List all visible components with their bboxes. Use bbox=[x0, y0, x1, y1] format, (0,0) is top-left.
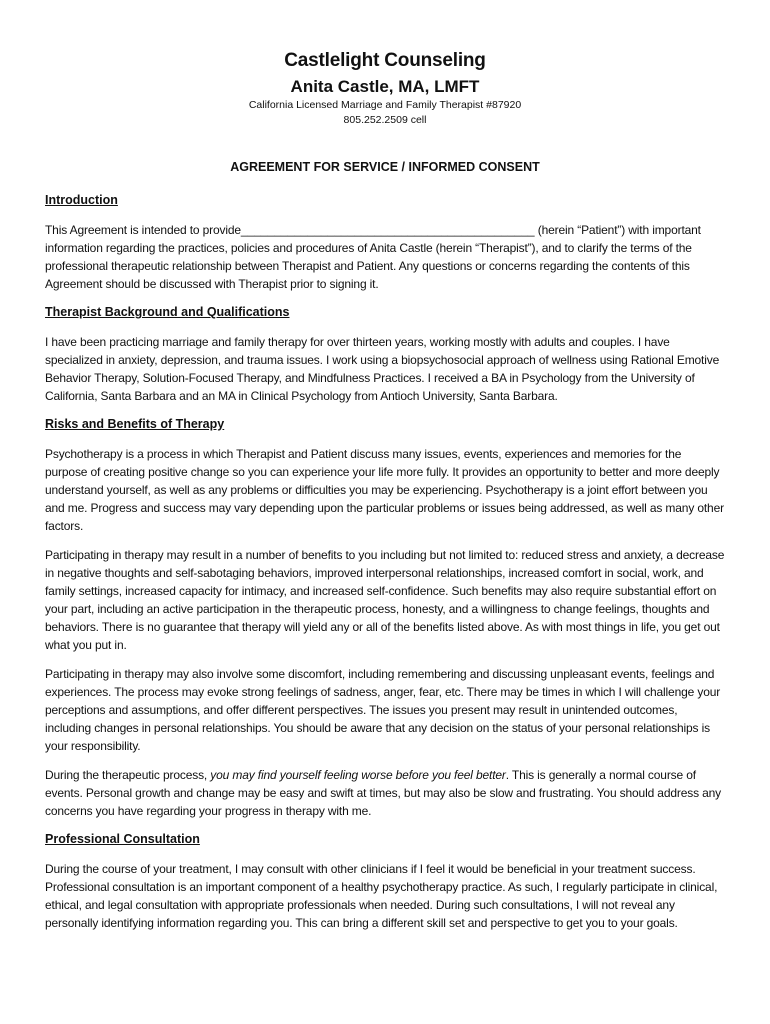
organization-name: Castlelight Counseling bbox=[284, 50, 486, 71]
document-title: AGREEMENT FOR SERVICE / INFORMED CONSENT bbox=[230, 160, 540, 174]
patient-name-blank: ____________________________________________ bbox=[240, 223, 535, 237]
introduction-paragraph bbox=[45, 221, 725, 293]
section-heading-risks: Risks and Benefits of Therapy bbox=[45, 417, 225, 431]
risks-paragraph-2: Participating in therapy may result in a number of benefits to you including but not limited to: reduced stress and anxiety, a decrease in negative thoughts and self-sabotaging behaviors, improved interpersonal relationships, increased comfort in social, work, and family settings, increased capacity for intimacy, and increased self-confidence. Such benefits may also require substantial effort on your part, including an active participation in the therapeutic process, honesty, and a willingness to change feelings, thoughts and behaviors. There is no guarantee that therapy will yield any or all of the benefits listed above. As with most things in life, you get out what you put in. bbox=[45, 548, 725, 652]
risks-p4-end: . This is generally a normal course of events. Personal growth and change may be easy and swift at times, but may also be slow and frustrating. You should address any concerns you have regarding your progress in therapy with me. bbox=[45, 768, 722, 818]
document-body bbox=[45, 192, 725, 943]
risks-paragraph-1: Psychotherapy is a process in which Therapist and Patient discuss many issues, events, experiences and memories for the purpose of creating positive change so you can experience your life more fully. It provides an opportunity to better and more deeply understand yourself, as well as any problems or difficulties you may be experiencing. Psychotherapy is a joint effort between you and me. Progress and success may vary depending upon the particular problems or issues being addressed, as well as many other factors. bbox=[45, 447, 724, 533]
risks-p4-italic: you may find yourself feeling worse before you feel better bbox=[210, 768, 506, 782]
phone-line: 805.252.2509 cell bbox=[343, 114, 427, 126]
risks-paragraph-4 bbox=[45, 766, 725, 820]
therapist-name: Anita Castle, MA, LMFT bbox=[290, 77, 480, 96]
risks-p4-start: During the therapeutic process, bbox=[45, 768, 211, 782]
section-heading-introduction: Introduction bbox=[45, 193, 118, 207]
license-line: California Licensed Marriage and Family Therapist #87920 bbox=[248, 99, 522, 111]
intro-text-start: This Agreement is intended to provide bbox=[45, 223, 241, 237]
risks-paragraph-3: Participating in therapy may also involve some discomfort, including remembering and discussing unpleasant events, feelings and experiences. The process may evoke strong feelings of sadness, anger, fear, etc. There may be times in which I will challenge your perceptions and assumptions, and offer different perspectives. The issues you present may result in unintended outcomes, including changes in personal relationships. You should be aware that any decision on the status of your personal relationships is your responsibility. bbox=[45, 667, 721, 753]
consultation-paragraph: During the course of your treatment, I may consult with other clinicians if I feel it would be beneficial in your treatment success. Professional consultation is an important component of a healthy psychotherapy practice. As such, I regularly participate in clinical, ethical, and legal consultation with appropriate professionals when needed. During such consultations, I will not reveal any personally identifying information regarding you. This can bring a different skill set and perspective to get you to your goals. bbox=[45, 862, 718, 930]
intro-text-end: (herein “Patient”) with important information regarding the practices, policies and procedures of Anita Castle (herein “Therapist”), and to clarify the terms of the professional therapeutic relationship between Therapist and Patient. Any questions or concerns regarding the contents of this Agreement should be discussed with Therapist prior to signing it. bbox=[45, 223, 701, 291]
section-heading-consultation: Professional Consultation bbox=[45, 832, 200, 846]
section-heading-background: Therapist Background and Qualifications bbox=[45, 305, 290, 319]
background-paragraph: I have been practicing marriage and family therapy for over thirteen years, working mostly with adults and couples. I have specialized in anxiety, depression, and trauma issues. I work using a biopsychosocial approach of wellness using Rational Emotive Behavior Therapy, Solution-Focused Therapy, and Mindfulness Practices. I received a BA in Psychology from the University of California, Santa Barbara and an MA in Clinical Psychology from Antioch University, Santa Barbara. bbox=[45, 335, 720, 403]
